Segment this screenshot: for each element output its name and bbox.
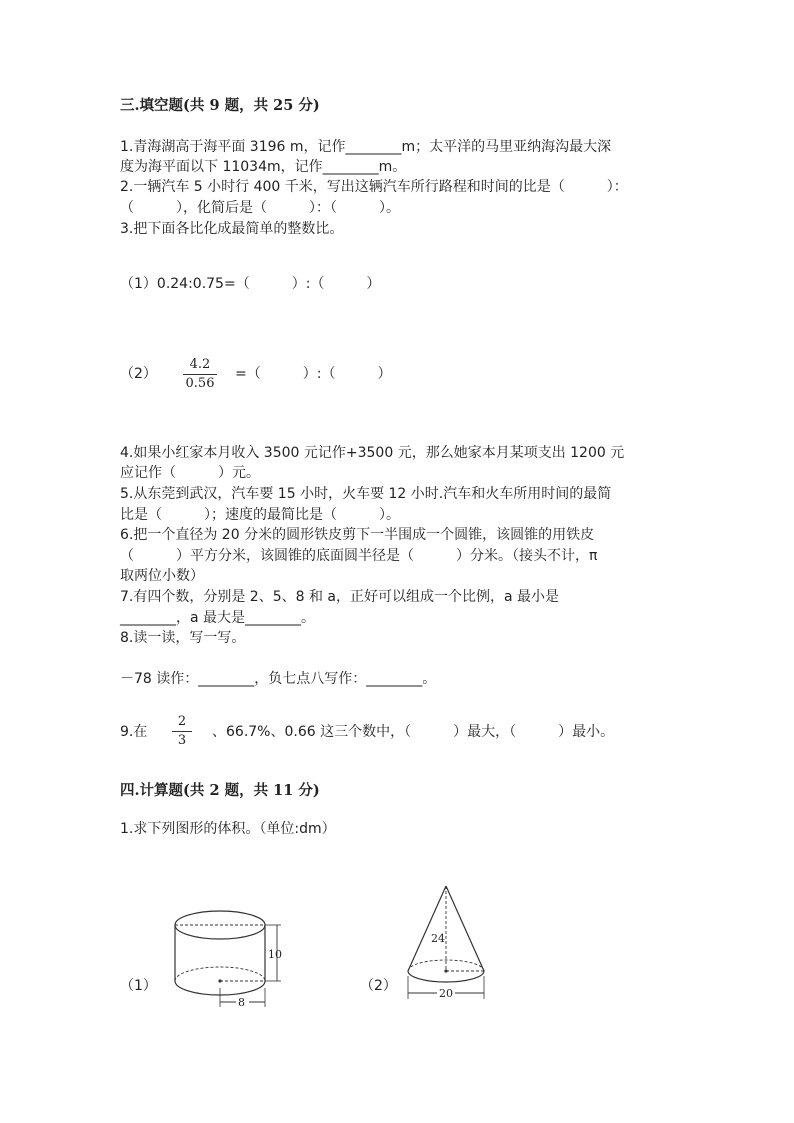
diameter-label: 8 (238, 996, 245, 1009)
section-3-title: 三.填空题(共 9 题，共 25 分) (120, 97, 320, 114)
fig-2-label: （2） (360, 978, 397, 994)
cone-left-edge (408, 886, 446, 971)
s4-q1-line-1: 1.求下列图形的体积。（单位:dm） (120, 821, 336, 837)
q5-line-1: 5.从东莞到武汉，汽车要 15 小时，火车要 12 小时.汽车和火车所用时间的最简 (120, 486, 612, 502)
q1-line-1: 1.青海湖高于海平面 3196 m，记作________m；太平洋的马里亚纳海沟最大深 (120, 139, 612, 155)
q6-line-2: （ ）平方分米，该圆锥的底面圆半径是（ ）分米。（接头不计，π (120, 548, 598, 564)
q8-line-1: 8.读一读，写一写。 (120, 630, 246, 646)
q3-sub-1: （1）0.24:0.75=（ ）:（ ） (120, 276, 381, 292)
q8-line-2: －78 读作：________，负七点八写作：________。 (120, 671, 437, 687)
q6-line-1: 6.把一个直径为 20 分米的圆形铁皮剪下一半围成一个圆锥，该圆锥的用铁皮 (120, 527, 595, 543)
cylinder-figure (165, 898, 295, 1013)
q4-line-2: 应记作（ ）元。 (120, 465, 260, 481)
q3-sub-2-rest: =（ ）:（ ） (235, 366, 392, 382)
fraction-numerator: 4.2 (189, 357, 211, 372)
fraction-numerator: 2 (177, 714, 187, 729)
cone-diameter-label: 20 (439, 987, 453, 1000)
fraction-denominator: 3 (177, 733, 187, 748)
q3-line-1: 3.把下面各比化成最简单的整数比。 (120, 221, 344, 237)
q3-sub-2-fraction (183, 357, 217, 392)
cone-figure (400, 880, 495, 1005)
height-label: 10 (268, 948, 282, 961)
cone-base-front (408, 971, 484, 982)
cylinder-center-point (218, 979, 221, 982)
q3-sub-2-label: （2） (120, 366, 157, 382)
fig-1-label: （1） (120, 978, 157, 994)
cone-right-edge (446, 886, 484, 971)
fraction-bar (172, 731, 192, 732)
q2-line-1: 2.一辆汽车 5 小时行 400 千米，写出这辆汽车所行路程和时间的比是（ ）： (120, 179, 628, 195)
q1-line-2: 度为海平面以下 11034m，记作________m。 (120, 159, 407, 175)
q9-fraction (172, 714, 192, 749)
q9-prefix: 9.在 (120, 724, 148, 740)
cone-center-point (444, 969, 447, 972)
cylinder-bottom-back (175, 967, 265, 981)
q7-line-1: 7.有四个数，分别是 2、5、8 和 a，正好可以组成一个比例，a 最小是 (120, 589, 560, 605)
q5-line-2: 比是（ ）；速度的最简比是（ ）。 (120, 507, 400, 523)
fraction-bar (183, 374, 217, 375)
q6-line-3: 取两位小数） (120, 568, 204, 584)
q2-line-2: （ ），化简后是（ ）：（ ）。 (120, 200, 400, 216)
fraction-denominator: 0.56 (185, 376, 215, 391)
q4-line-1: 4.如果小红家本月收入 3500 元记作+3500 元，那么她家本月某项支出 1200 元 (120, 445, 625, 461)
cone-height-label: 24 (431, 932, 445, 945)
q7-line-2: ________，a 最大是________。 (120, 610, 316, 626)
q9-rest: 、66.7%、0.66 这三个数中，（ ）最大，（ ）最小。 (212, 724, 615, 740)
section-4-title: 四.计算题(共 2 题，共 11 分) (120, 782, 320, 799)
